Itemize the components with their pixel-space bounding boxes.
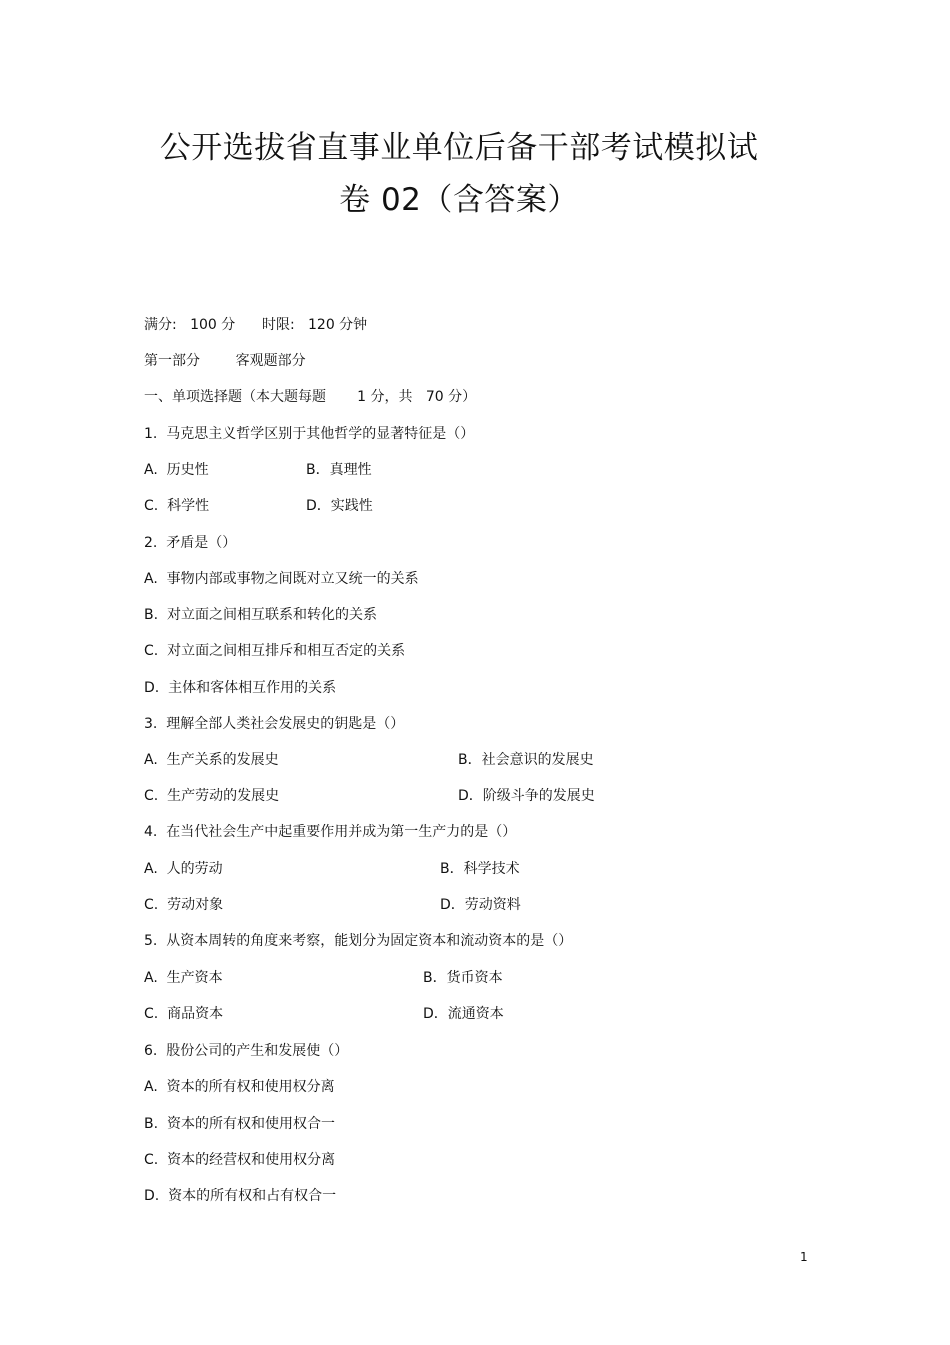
question-option: A. 生产资本	[144, 970, 223, 986]
question-option: C. 资本的经营权和使用权分离	[144, 1152, 336, 1168]
question-option: D．阶级斗争的发展史	[458, 788, 595, 804]
question-stem: 1. 马克思主义哲学区别于其他哲学的显著特征是（）	[144, 426, 475, 442]
question-option: D．实践性	[306, 498, 373, 514]
document-title-line-1: 公开选拔省直事业单位后备干部考试模拟试	[159, 130, 759, 166]
question-option: A. 资本的所有权和使用权分离	[144, 1079, 335, 1095]
question-option: C. 商品资本	[144, 1006, 224, 1022]
question-option: C. 对立面之间相互排斥和相互否定的关系	[144, 643, 406, 659]
question-option: C. 生产劳动的发展史	[144, 788, 280, 804]
question-option: A. 人的劳动	[144, 861, 223, 877]
document-title-line-2: 卷 02（含答案）	[339, 182, 579, 218]
question-option: A. 事物内部或事物之间既对立又统一的关系	[144, 571, 419, 587]
question-option: B．科学技术	[440, 861, 520, 877]
question-stem: 2. 矛盾是（）	[144, 535, 237, 551]
question-option: A. 生产关系的发展史	[144, 752, 279, 768]
question-option: B. 对立面之间相互联系和转化的关系	[144, 607, 377, 623]
question-stem: 6. 股份公司的产生和发展使（）	[144, 1043, 349, 1059]
question-stem: 5. 从资本周转的角度来考察，能划分为固定资本和流动资本的是（）	[144, 933, 573, 949]
question-option: B．社会意识的发展史	[458, 752, 594, 768]
question-option: B. 资本的所有权和使用权合一	[144, 1116, 335, 1132]
page-number: 1	[800, 1250, 808, 1264]
part-heading: 第一部分 客观题部分	[144, 353, 306, 369]
exam-meta: 满分: 100 分 时限: 120 分钟	[144, 317, 368, 333]
question-option: D．劳动资料	[440, 897, 521, 913]
question-stem: 4. 在当代社会生产中起重要作用并成为第一生产力的是（）	[144, 824, 517, 840]
question-stem: 3. 理解全部人类社会发展史的钥匙是（）	[144, 716, 405, 732]
question-option: D. 主体和客体相互作用的关系	[144, 680, 337, 696]
question-option: D. 资本的所有权和占有权合一	[144, 1188, 337, 1204]
question-option: C. 科学性	[144, 498, 210, 514]
question-option: A. 历史性	[144, 462, 209, 478]
question-option: C. 劳动对象	[144, 897, 224, 913]
section-heading: 一、单项选择题（本大题每题 1 分，共 70 分）	[144, 389, 477, 405]
question-option: D．流通资本	[423, 1006, 504, 1022]
question-option: B．货币资本	[423, 970, 503, 986]
question-option: B．真理性	[306, 462, 372, 478]
